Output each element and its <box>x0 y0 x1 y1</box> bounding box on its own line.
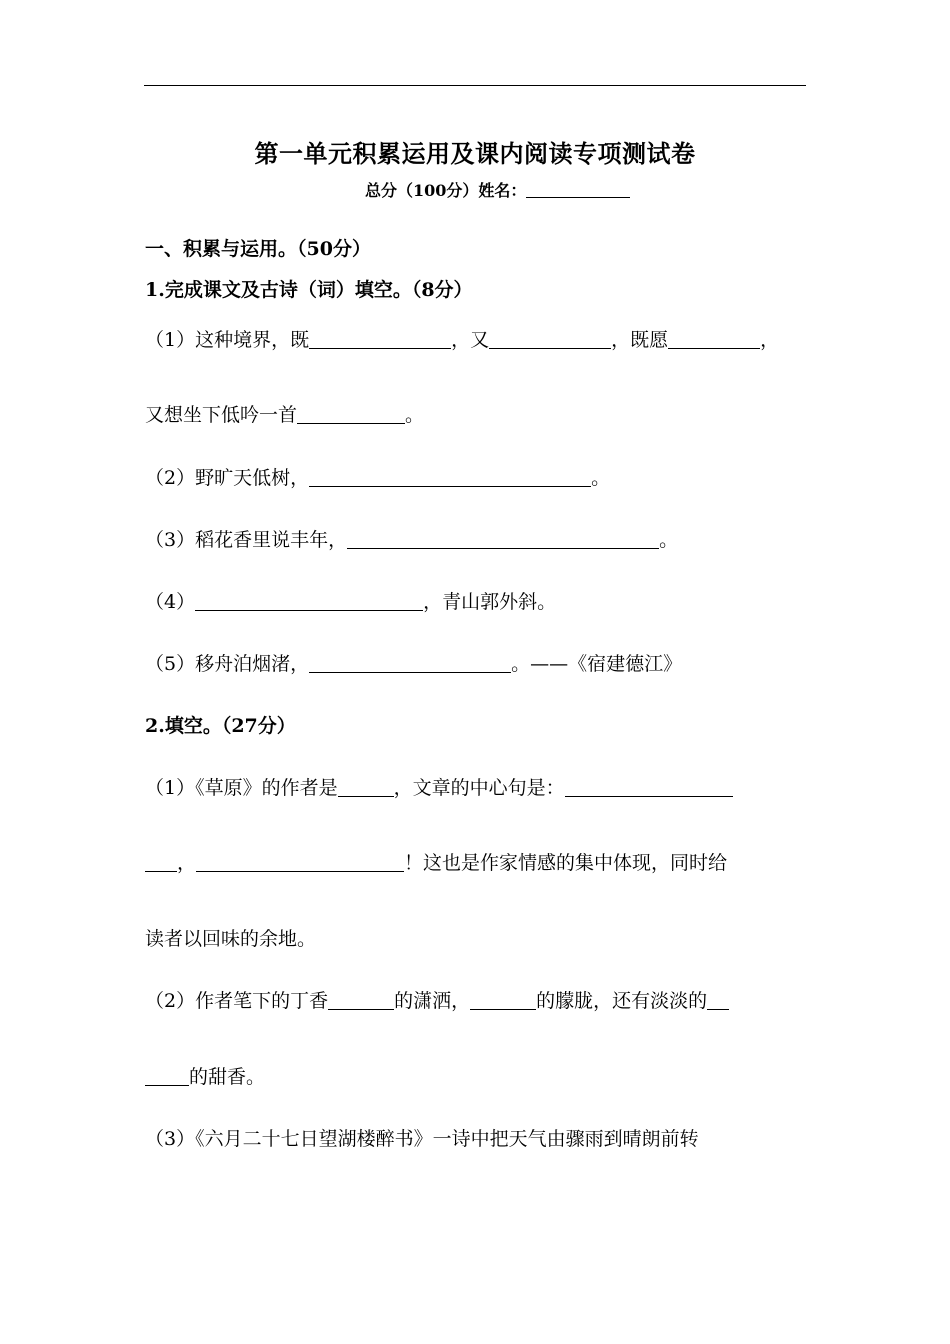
q1-item1-text-c: ，既愿 <box>611 329 669 351</box>
q2-item1-line3: 读者以回味的余地。 <box>145 928 317 950</box>
q1-item1-blank1 <box>309 330 451 349</box>
q1-item1-blank4 <box>297 405 405 424</box>
q2-item1-text-b: ，文章的中心句是： <box>393 777 565 799</box>
q2-item1-blank2a <box>565 778 733 797</box>
q1-item1-text-a: （1）这种境界，既 <box>145 329 310 351</box>
q2-item2-blank3b <box>145 1067 189 1086</box>
name-blank <box>526 183 630 198</box>
section1-heading: 一、积累与运用。（50分） <box>145 238 371 260</box>
q1-item5-text-b: 。——《宿建德江》 <box>511 653 683 675</box>
q2-item1-text-c: ， <box>177 852 197 874</box>
q1-item1-text-b: ，又 <box>451 329 490 351</box>
q2-item1-blank2b <box>145 853 177 872</box>
q1-heading: 1.完成课文及古诗（词）填空。（8分） <box>145 279 473 301</box>
q1-item2-blank <box>309 468 591 487</box>
q1-item5-line <box>145 651 682 677</box>
q1-item2-text-a: （2）野旷天低树， <box>145 467 310 489</box>
q1-item4-text-b: ，青山郭外斜。 <box>423 591 557 613</box>
q1-item5-blank <box>309 654 511 673</box>
q2-item1-text-a: （1）《草原》的作者是 <box>145 777 338 799</box>
q2-heading: 2.填空。（27分） <box>145 715 296 737</box>
q2-item1-text-d: ！这也是作家情感的集中体现，同时给 <box>404 852 728 874</box>
q1-item3-blank <box>347 530 659 549</box>
q2-item2-text-b: 的潇洒， <box>394 990 471 1012</box>
q1-item1-line2 <box>145 402 424 428</box>
q2-item2-line1 <box>145 988 729 1014</box>
q2-item1-line1 <box>145 775 733 801</box>
q2-item1-blank3 <box>196 853 404 872</box>
q2-item2-text-c: 的朦胧，还有淡淡的 <box>536 990 708 1012</box>
q1-item1-line1 <box>145 327 779 353</box>
q1-item1-blank3 <box>668 330 760 349</box>
q2-item1-blank1 <box>338 778 394 797</box>
q2-item3-line: （3）《六月二十七日望湖楼醉书》一诗中把天气由骤雨到晴朗前转 <box>145 1128 699 1150</box>
q2-item2-blank1 <box>328 991 394 1010</box>
q1-item1-blank2 <box>489 330 611 349</box>
header-rule <box>144 85 806 86</box>
q1-item3-line <box>145 527 678 553</box>
q1-item4-text-a: （4） <box>145 591 196 613</box>
q2-item2-line2 <box>145 1064 265 1090</box>
q1-item1-text-f: 。 <box>405 404 425 426</box>
score-name-label: 总分（100分）姓名： <box>365 181 527 200</box>
q2-item2-blank3a <box>707 991 729 1010</box>
q1-item4-blank <box>195 592 423 611</box>
score-name-line <box>365 178 630 201</box>
q2-item2-text-a: （2）作者笔下的丁香 <box>145 990 329 1012</box>
q2-item2-text-d: 的甜香。 <box>189 1066 266 1088</box>
q1-item3-text-a: （3）稻花香里说丰年， <box>145 529 348 551</box>
q1-item3-text-b: 。 <box>659 529 679 551</box>
page-title: 第一单元积累运用及课内阅读专项测试卷 <box>254 139 696 168</box>
q2-item1-line2 <box>145 850 727 876</box>
q1-item2-text-b: 。 <box>591 467 611 489</box>
q1-item4-line <box>145 589 556 615</box>
q2-item2-blank2 <box>470 991 536 1010</box>
q1-item2-line <box>145 465 610 491</box>
q1-item1-text-e: 又想坐下低吟一首 <box>145 404 298 426</box>
q1-item1-text-d: ， <box>760 329 780 351</box>
q1-item5-text-a: （5）移舟泊烟渚， <box>145 653 310 675</box>
